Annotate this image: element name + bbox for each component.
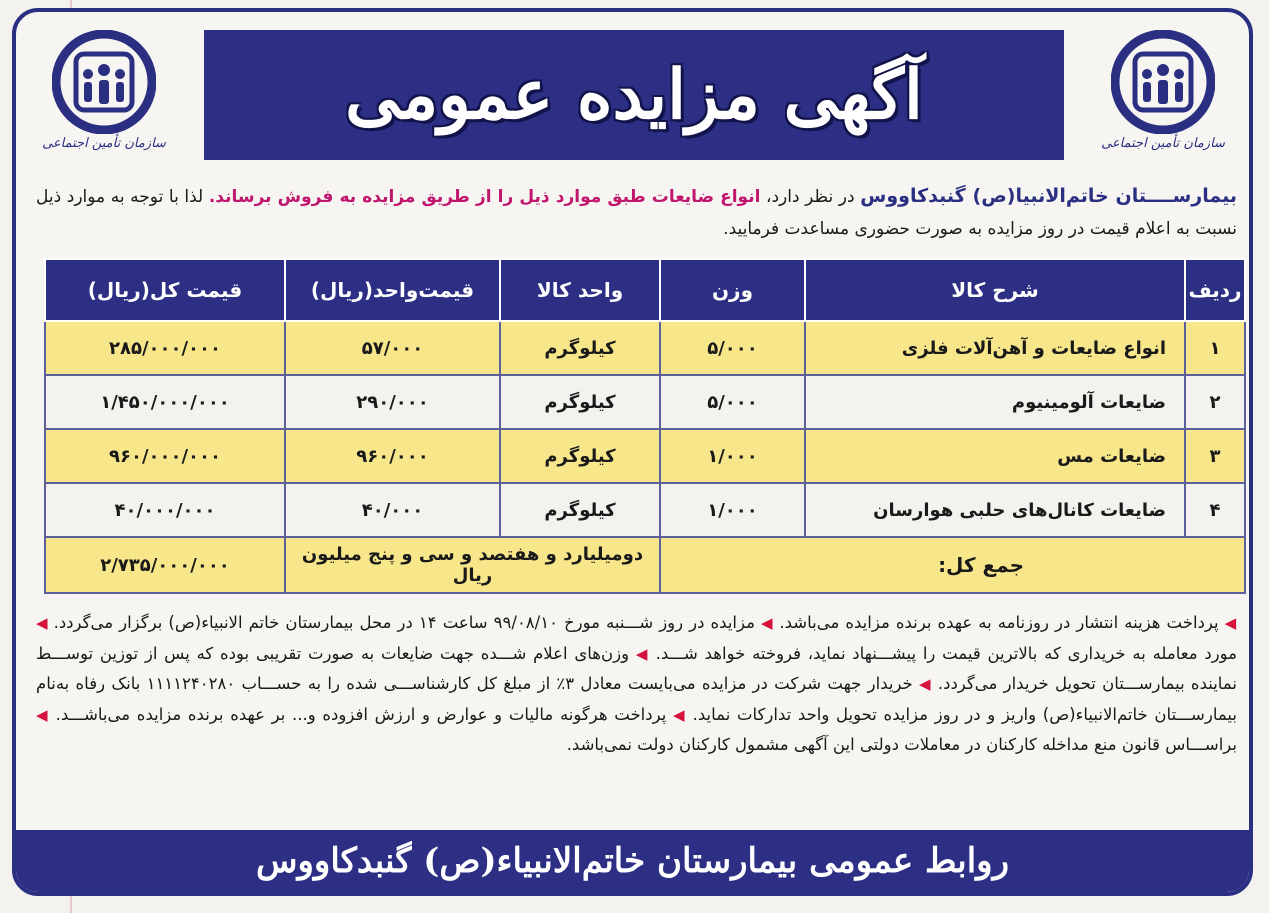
condition-item: پرداخت هزینه انتشار در روزنامه به عهده برنده مزایده می‌باشد. xyxy=(779,613,1219,632)
notice-frame xyxy=(12,8,1253,896)
table-header-row xyxy=(45,259,1245,321)
table-row xyxy=(45,321,1245,375)
intro-highlight: انواع ضایعات طبق موارد ذیل را از طریق مزایده به فروش برساند. xyxy=(208,187,761,207)
cell-unit-price: ۲۹۰/۰۰۰ xyxy=(285,375,500,429)
cell-weight: ۱/۰۰۰ xyxy=(660,483,805,537)
social-security-logo-icon xyxy=(52,30,156,134)
total-value: ۲/۷۳۵/۰۰۰/۰۰۰ xyxy=(45,537,285,593)
header-description: شرح کالا xyxy=(805,259,1185,321)
cell-total-price: ۱/۴۵۰/۰۰۰/۰۰۰ xyxy=(45,375,285,429)
logo-left xyxy=(34,30,174,180)
cell-description: انواع ضایعات و آهن‌آلات فلزی xyxy=(805,321,1185,375)
bullet-triangle-icon: ◀ xyxy=(919,675,932,693)
bullet-triangle-icon: ◀ xyxy=(760,614,774,632)
bullet-triangle-icon: ◀ xyxy=(1224,614,1237,632)
cell-unit: کیلوگرم xyxy=(500,429,660,483)
cell-unit: کیلوگرم xyxy=(500,375,660,429)
bullet-triangle-icon: ◀ xyxy=(36,705,49,724)
cell-unit: کیلوگرم xyxy=(500,483,660,537)
condition-item: پرداخت هرگونه مالیات و عوارض و ارزش افزوده و... بر عهده برنده مزایده می‌باشـــد. xyxy=(55,704,667,724)
cell-row-number: ۳ xyxy=(1185,429,1245,483)
footer-banner xyxy=(16,830,1249,892)
social-security-logo-icon xyxy=(1111,30,1215,134)
cell-unit: کیلوگرم xyxy=(500,321,660,375)
cell-description: ضایعات کانال‌های حلبی هوارسان xyxy=(805,483,1185,537)
header-weight: وزن xyxy=(660,259,805,321)
cell-total-price: ۴۰/۰۰۰/۰۰۰ xyxy=(45,483,285,537)
cell-row-number: ۴ xyxy=(1185,483,1245,537)
total-row xyxy=(45,537,1245,593)
cell-row-number: ۱ xyxy=(1185,321,1245,375)
condition-item: وزن‌های اعلام شـــده جهت ضایعات به صورت تقریبی بوده که پس از توزین توســـط نماینده بیمارســـتان تحویل خریدار می‌گردد. xyxy=(36,643,1237,693)
condition-item: مزایده در روز شـــنبه مورخ ۹۹/۰۸/۱۰ ساعت ۱۴ در محل بیمارستان خاتم الانبیاء(ص) برگزار می‌گردد. xyxy=(53,613,755,632)
table-row xyxy=(45,375,1245,429)
header-total-price: قیمت کل(ریال) xyxy=(45,259,285,321)
table-row xyxy=(45,429,1245,483)
total-in-words: دومیلیارد و هفتصد و سی و پنج میلیون ریال xyxy=(285,537,660,593)
bullet-triangle-icon: ◀ xyxy=(672,705,686,724)
cell-row-number: ۲ xyxy=(1185,375,1245,429)
cell-weight: ۵/۰۰۰ xyxy=(660,375,805,429)
bullet-triangle-icon: ◀ xyxy=(635,644,649,663)
logo-caption: سازمان تأمین اجتماعی xyxy=(1101,136,1225,151)
cell-weight: ۵/۰۰۰ xyxy=(660,321,805,375)
intro-text-2: لذا با توجه به موارد ذیل نسبت به اعلام قیمت در روز مزایده به صورت حضوری مساعدت فرمایید. xyxy=(36,187,1237,239)
condition-item: مورد معامله به خریداری که بالاترین قیمت را پیشـــنهاد نماید، فروخته خواهد شـــد. xyxy=(655,643,1237,663)
condition-item: براســـاس قانون منع مداخله کارکنان در معاملات دولتی این آگهی مشمول کارکنان دولت نمی‌باشد. xyxy=(566,735,1237,754)
cell-total-price: ۹۶۰/۰۰۰/۰۰۰ xyxy=(45,429,285,483)
condition-item: خریدار جهت شرکت در مزایده می‌بایست معادل ۳٪ از مبلغ کل کارشناســـی شده را به حســـاب ۱۱۱۱۲۴۰۲۸۰ بانک رفاه به‌نام بیمارســـتان خاتم‌الانبیاء(ص) واریز و در روز مزایده تحویل واحد تدارکات نماید. xyxy=(36,674,1237,724)
conditions-paragraph xyxy=(36,608,1237,761)
header-unit: واحد کالا xyxy=(500,259,660,321)
logo-right xyxy=(1093,30,1233,180)
cell-description: ضایعات آلومینیوم xyxy=(805,375,1185,429)
intro-paragraph xyxy=(36,180,1237,245)
notice-title: آگهی مزایده عمومی xyxy=(345,55,923,135)
footer-text: روابط عمومی بیمارستان خاتم‌الانبیاء(ص) گنبدکاووس xyxy=(255,841,1009,881)
title-banner xyxy=(204,30,1064,160)
cell-unit-price: ۵۷/۰۰۰ xyxy=(285,321,500,375)
cell-total-price: ۲۸۵/۰۰۰/۰۰۰ xyxy=(45,321,285,375)
total-label: جمع کل: xyxy=(660,537,1245,593)
header-row-number: ردیف xyxy=(1185,259,1245,321)
cell-weight: ۱/۰۰۰ xyxy=(660,429,805,483)
organization-name: بیمارســــتان خاتم‌الانبیا(ص) گنبدکاووس xyxy=(860,185,1238,207)
header-unit-price: قیمت‌واحد(ریال) xyxy=(285,259,500,321)
intro-text-1: در نظر دارد، xyxy=(760,187,861,207)
cell-unit-price: ۹۶۰/۰۰۰ xyxy=(285,429,500,483)
bullet-triangle-icon: ◀ xyxy=(36,614,48,632)
auction-items-table xyxy=(44,258,1246,594)
cell-unit-price: ۴۰/۰۰۰ xyxy=(285,483,500,537)
logo-caption: سازمان تأمین اجتماعی xyxy=(42,136,166,151)
cell-description: ضایعات مس xyxy=(805,429,1185,483)
table-row xyxy=(45,483,1245,537)
